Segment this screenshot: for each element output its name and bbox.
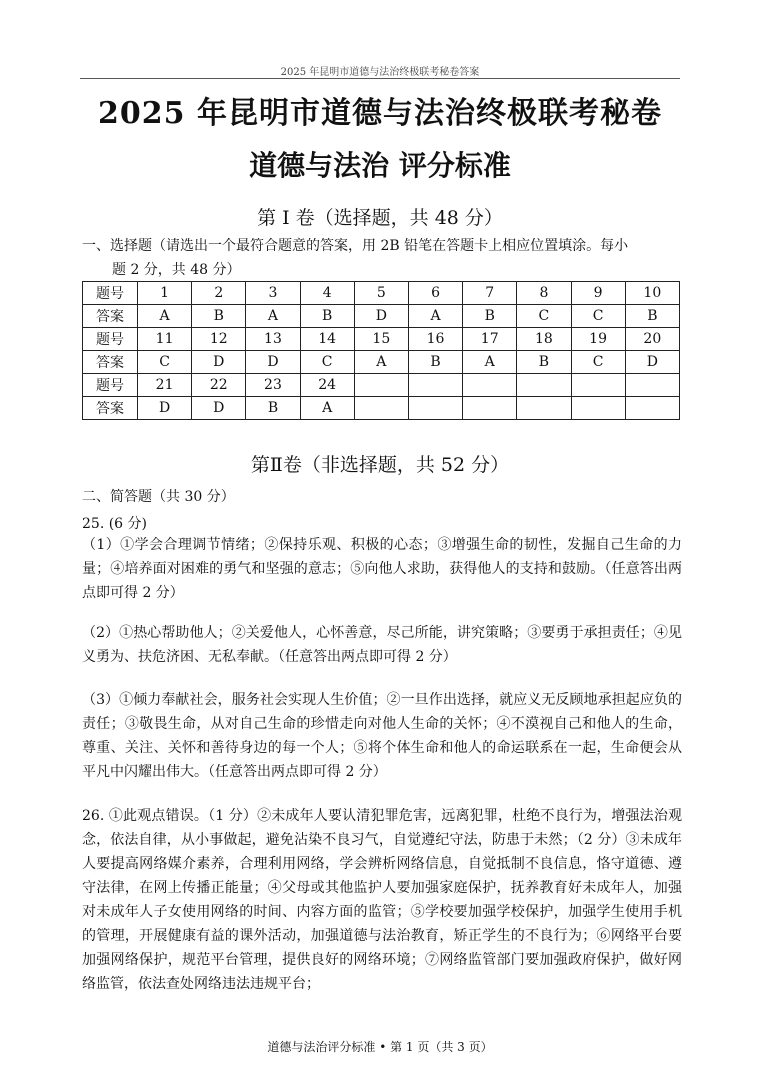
table-cell: 22	[192, 374, 246, 397]
table-cell	[463, 374, 517, 397]
table-cell	[517, 374, 571, 397]
table-cell: 12	[192, 328, 246, 351]
table-cell: 17	[463, 328, 517, 351]
table-cell	[408, 374, 462, 397]
table-cell: C	[138, 351, 192, 374]
table-cell	[463, 397, 517, 420]
q25-answer-3: （3）①倾力奉献社会，服务社会实现人生价值；②一旦作出选择，就应义无反顾地承担起应负的责任；③敬畏生命，从对自己生命的珍惜走向对他人生命的关怀；④不漠视自己和他人的生命，尊重、关注、关怀和善待身边的每一个人；⑤将个体生命和他人的命运联系在一起，生命便会从平凡中闪耀出伟大。（任意答出两点即可得 2 分）	[82, 692, 682, 780]
table-cell: B	[463, 305, 517, 328]
table-cell: D	[192, 351, 246, 374]
table-cell	[517, 397, 571, 420]
row-header-cell: 题号	[83, 374, 138, 397]
instruction-line-1: 一、选择题（请选出一个最符合题意的答案，用 2B 铅笔在答题卡上相应位置填涂。每小	[82, 238, 629, 254]
section1-title: 第 I 卷（选择题，共 48 分）	[257, 207, 503, 229]
table-cell: 23	[246, 374, 300, 397]
table-cell: B	[192, 305, 246, 328]
table-cell	[625, 397, 679, 420]
q26-answer: 26. ①此观点错误。（1 分）②未成年人要认清犯罪危害，远离犯罪，杜绝不良行为，增强法治观念，依法自律，从小事做起，避免沾染不良习气，自觉遵纪守法，防患于未然；（2 分）③未成年人要提高网络媒介素养，合理利用网络，学会辨析网络信息，自觉抵制不良信息，恪守道德、遵守法律，在网上传播正能量；④父母或其他监护人要加强家庭保护，抚养教育好未成年人，加强对未成年人子女使用网络的时间、内容方面的监管；⑤学校要加强学校保护，加强学生使用手机的管理，开展健康有益的课外活动，加强道德与法治教育，矫正学生的不良行为；⑥网络平台要加强网络保护，规范平台管理，提供良好的网络环境；⑦网络监管部门要加强政府保护，做好网络监管，依法查处网络违法违规平台；	[82, 808, 682, 992]
table-cell: C	[571, 305, 625, 328]
table-cell	[625, 374, 679, 397]
table-cell: 6	[408, 282, 462, 305]
q25-answer-1: （1）①学会合理调节情绪；②保持乐观、积极的心态；③增强生命的韧性，发掘自己生命的力量；④培养面对困难的勇气和坚强的意志；⑤向他人求助，获得他人的支持和鼓励。（任意答出两点即可得 2 分）	[82, 537, 682, 601]
table-cell: 16	[408, 328, 462, 351]
table-cell	[571, 397, 625, 420]
page-subtitle: 道德与法治 评分标准	[249, 149, 511, 182]
table-cell: C	[571, 351, 625, 374]
table-cell	[354, 397, 408, 420]
page-footer: 道德与法治评分标准 • 第 1 页（共 3 页）	[267, 1040, 493, 1054]
table-cell: 11	[138, 328, 192, 351]
table-cell: B	[300, 305, 354, 328]
q25-answer-2: （2）①热心帮助他人；②关爱他人，心怀善意，尽己所能，讲究策略；③要勇于承担责任；④见义勇为、扶危济困、无私奉献。（任意答出两点即可得 2 分）	[82, 625, 682, 665]
table-cell: 9	[571, 282, 625, 305]
row-header-cell: 答案	[83, 305, 138, 328]
table-cell: A	[246, 305, 300, 328]
row-header-cell: 答案	[83, 351, 138, 374]
table-row	[83, 328, 680, 351]
row-header-cell: 答案	[83, 397, 138, 420]
table-row	[83, 282, 680, 305]
table-cell: 20	[625, 328, 679, 351]
part2-heading: 二、简答题（共 30 分）	[82, 489, 235, 505]
table-cell: 2	[192, 282, 246, 305]
table-cell: A	[354, 351, 408, 374]
instruction-line-2: 题 2 分，共 48 分）	[112, 262, 241, 278]
table-cell: 24	[300, 374, 354, 397]
table-cell: 8	[517, 282, 571, 305]
question-25-heading: 25. (6 分)	[82, 516, 147, 532]
table-cell: 3	[246, 282, 300, 305]
table-cell: 10	[625, 282, 679, 305]
table-row	[83, 397, 680, 420]
table-cell: B	[625, 305, 679, 328]
table-cell: 5	[354, 282, 408, 305]
table-cell: 21	[138, 374, 192, 397]
table-cell: C	[517, 305, 571, 328]
table-cell: D	[246, 351, 300, 374]
row-header-cell: 题号	[83, 328, 138, 351]
section2-title: 第Ⅱ卷（非选择题，共 52 分）	[250, 454, 510, 476]
table-cell: 4	[300, 282, 354, 305]
table-cell: 18	[517, 328, 571, 351]
table-cell: A	[408, 305, 462, 328]
table-cell: 15	[354, 328, 408, 351]
table-cell: A	[300, 397, 354, 420]
table-cell: B	[408, 351, 462, 374]
page-title: 2025 年昆明市道德与法治终极联考秘卷	[98, 96, 662, 131]
running-header: 2025 年昆明市道德与法治终极联考秘卷答案	[280, 67, 480, 78]
table-cell: B	[246, 397, 300, 420]
table-cell: D	[625, 351, 679, 374]
table-cell: 1	[138, 282, 192, 305]
row-header-cell: 题号	[83, 282, 138, 305]
table-row	[83, 351, 680, 374]
table-cell: D	[138, 397, 192, 420]
table-cell: C	[300, 351, 354, 374]
table-cell: A	[138, 305, 192, 328]
table-cell: 13	[246, 328, 300, 351]
table-row	[83, 374, 680, 397]
table-row	[83, 305, 680, 328]
table-cell: D	[192, 397, 246, 420]
answer-table	[82, 281, 680, 420]
table-cell: 14	[300, 328, 354, 351]
table-cell	[571, 374, 625, 397]
table-cell: 19	[571, 328, 625, 351]
table-cell: D	[354, 305, 408, 328]
table-cell: B	[517, 351, 571, 374]
table-cell: A	[463, 351, 517, 374]
table-cell	[354, 374, 408, 397]
choice-instructions	[82, 234, 682, 282]
table-cell: 7	[463, 282, 517, 305]
header-divider	[80, 78, 680, 79]
table-cell	[408, 397, 462, 420]
